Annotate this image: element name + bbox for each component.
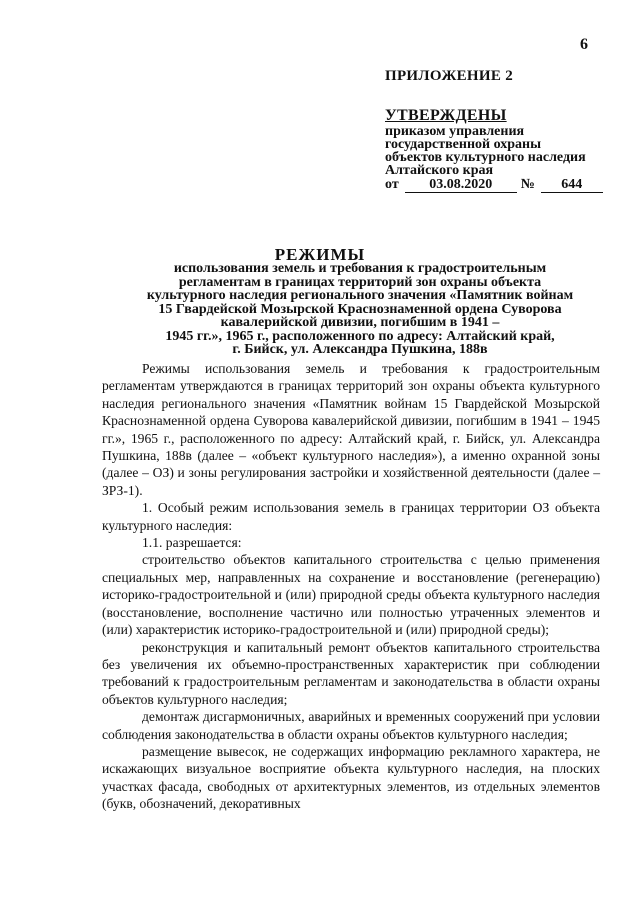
document-subtitle bbox=[115, 262, 605, 357]
intro-paragraph: Режимы использования земель и требования к градостроительным регламентам утверждаются в границах территорий зон охраны объекта культурного наследия регионального значения «Памятник войнам 15 Гвардейской Мозырской Краснознаменной ордена Суворова кавалерийской дивизии, погибшим в 1941 – 1945 гг.», 1965 г., расположенного по адресу: Алтайский край, г. Бийск, ул. Александра Пушкина, 188в (далее – «объект культурного наследия»), а именно охранной зоны (далее – ОЗ) и зоны регулирования застройки и хозяйственной деятельности (далее – ЗРЗ-1). bbox=[102, 361, 600, 498]
approval-line: Алтайского края bbox=[385, 163, 494, 178]
document-title: РЕЖИМЫ bbox=[274, 245, 366, 264]
number-sign: № bbox=[520, 177, 535, 192]
approved-title: УТВЕРЖДЕНЫ bbox=[385, 107, 507, 124]
section-heading: 1. Особый режим использования земель в границах территории ОЗ объекта культурного наследия: bbox=[102, 500, 600, 533]
order-date-number bbox=[385, 177, 625, 193]
date-prefix: от bbox=[385, 177, 399, 192]
subtitle-line: культурного наследия регионального значения «Памятник войнам bbox=[146, 288, 574, 303]
approval-line: приказом управления bbox=[385, 124, 525, 139]
approval-line: объектов культурного наследия bbox=[385, 150, 586, 165]
subtitle-line: г. Бийск, ул. Александра Пушкина, 188в bbox=[232, 342, 488, 357]
page-number: 6 bbox=[580, 36, 588, 53]
subtitle-line: 15 Гвардейской Мозырской Краснознаменной ордена Суворова bbox=[158, 301, 562, 317]
subtitle-line: использования земель и требования к градостроительным bbox=[173, 261, 547, 276]
approval-line: государственной охраны bbox=[385, 137, 542, 152]
appendix-label: ПРИЛОЖЕНИЕ 2 bbox=[385, 68, 513, 84]
order-number: 644 bbox=[541, 178, 603, 193]
list-item: строительство объектов капитального строительства с целью применения специальных мер, направленных на сохранение и восстановление (регенерацию) историко-градостроительной и (или) природной среды объекта культурного наследия (восстановление, восполнение частично или полностью утраченных элементов и (или) характеристик историко-градостроительной и (или) природной среды); bbox=[102, 552, 600, 638]
subsection-heading: 1.1. разрешается: bbox=[142, 535, 242, 551]
subtitle-line: 1945 гг.», 1965 г., расположенного по адресу: Алтайский край, bbox=[165, 328, 555, 344]
document-body bbox=[102, 360, 600, 813]
subtitle-line: регламентам в границах территорий зон охраны объекта bbox=[178, 274, 542, 290]
list-item: демонтаж дисгармоничных, аварийных и временных сооружений при условии соблюдения законодательства в области охраны объектов культурного наследия; bbox=[102, 709, 600, 742]
subtitle-line: кавалерийской дивизии, погибшим в 1941 – bbox=[220, 315, 500, 330]
approval-block bbox=[385, 106, 625, 193]
list-item: реконструкция и капитальный ремонт объектов капитального строительства без увеличения их объемно-пространственных характеристик при соблюдении требований к градостроительным регламентам и законодательства в области охраны объектов культурного наследия; bbox=[102, 639, 600, 707]
order-date: 03.08.2020 bbox=[405, 178, 517, 193]
list-item: размещение вывесок, не содержащих информацию рекламного характера, не искажающих визуальное восприятие объекта культурного наследия, на плоских участках фасада, свободных от архитектурных элементов, из отдельных элементов (букв, обозначений, декоративных bbox=[102, 743, 600, 812]
